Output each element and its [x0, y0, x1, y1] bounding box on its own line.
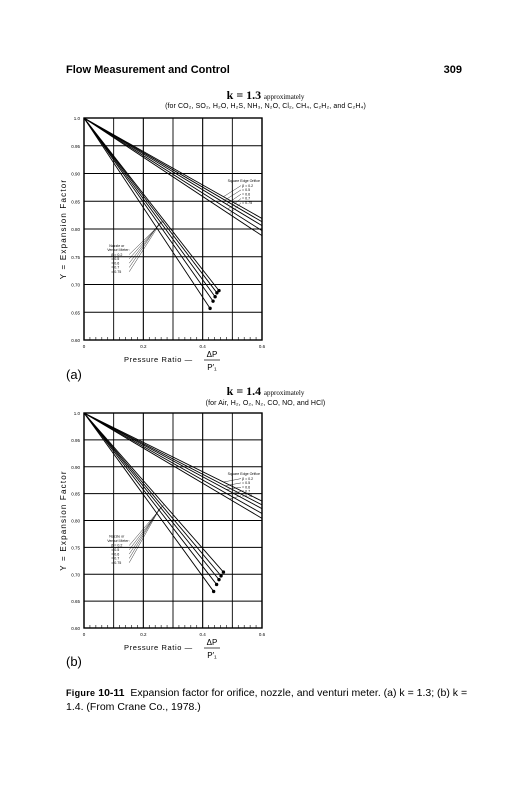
panel-a-y-tick-label: 0.90: [71, 171, 80, 177]
panel-a-k-approx: approximately: [263, 93, 305, 101]
panel-b-nozzle-legend-entry: = 0.7: [111, 556, 120, 561]
panel-a-nozzle-legend-entry: = 0.75: [111, 269, 122, 274]
panel-b-k-approx: approximately: [263, 389, 305, 397]
panel-a-orifice-leader-line: [225, 190, 241, 200]
panel-a-nozzle-end-point: [208, 307, 211, 310]
panel-b-gases: (for Air, H₂, O₂, N₂, CO, NO, and HCl): [205, 400, 326, 407]
panel-b-x-tick-label: 0.2: [140, 632, 147, 637]
panel-b-y-tick-label: 0.85: [71, 491, 80, 497]
panel-a-nozzle-legend-title: Nozzle or: [109, 243, 125, 248]
panel-b-x-tick-label: 0.4: [199, 632, 206, 637]
panel-a-nozzle-end-point: [211, 299, 214, 302]
panel-a-y-tick-label: 0.60: [71, 338, 80, 343]
panel-a-nozzle-legend-title-cont: Venturi Meter:: [107, 248, 130, 253]
panel-a-y-tick-label: 0.85: [71, 199, 80, 205]
panel-a-label: (a): [66, 367, 82, 382]
panel-b-orifice-legend-entry: = 0.5: [242, 481, 251, 486]
running-head: Flow Measurement and Control: [66, 64, 230, 76]
panel-a-y-tick-label: 0.70: [71, 282, 80, 288]
panel-b-nozzle-leader-line: [129, 506, 162, 550]
panel-a-nozzle-leader-line: [129, 220, 164, 254]
panel-b-nozzle-curve: [84, 413, 221, 576]
panel-b-nozzle-end-point: [215, 583, 218, 586]
panel-a-x-tick-label: 0.4: [199, 344, 206, 349]
panel-b-nozzle-curve: [84, 413, 217, 584]
panel-b-x-axis-fraction-den: P′₁: [207, 651, 217, 660]
panel-a-orifice-legend-entry: = 0.5: [242, 188, 251, 193]
panel-b-y-tick-label: 0.70: [71, 572, 80, 578]
panel-b-x-tick-label: 0: [82, 632, 86, 637]
panel-a-x-tick-label: 0.2: [140, 344, 147, 349]
panel-a-y-tick-label: 0.75: [71, 254, 80, 260]
panel-a-nozzle-curve: [84, 118, 215, 297]
panel-b-x-tick-label: 0.6: [258, 632, 266, 637]
page-number: 309: [443, 64, 462, 76]
panel-b-label: (b): [66, 654, 82, 669]
panel-a-orifice-legend-entry: β = 0.2: [242, 183, 254, 188]
panel-a-x-tick-label: 0: [82, 344, 86, 349]
panel-b-nozzle-end-point: [217, 578, 220, 581]
panel-a-x-axis-label: Pressure Ratio —: [124, 355, 193, 364]
panel-a-x-axis-fraction-num: ΔP: [206, 350, 218, 359]
panel-b-nozzle-end-point: [212, 590, 215, 593]
panel-b-y-tick-label: 0.60: [71, 626, 80, 631]
caption-figure-number: 10-11: [98, 687, 125, 699]
panel-b-nozzle-legend-title: Nozzle or: [109, 534, 125, 539]
panel-a-nozzle-legend-entry: = 0.7: [111, 265, 120, 270]
caption-text: Expansion factor for orifice, nozzle, and venturi meter. (a) k = 1.3; (b) k = 1.4. (From Crane Co., 1978.): [66, 687, 468, 713]
panel-a-y-axis-label: Y = Expansion Factor: [59, 178, 68, 280]
panel-a-nozzle-curve: [84, 118, 217, 293]
panel-b-k-value: k = 1.4: [226, 384, 262, 398]
panel-a-nozzle-end-point: [215, 291, 218, 294]
panel-a-nozzle-curve: [84, 118, 210, 308]
panel-b-orifice-legend-entry: β = 0.2: [242, 476, 254, 481]
panel-b-nozzle-end-point: [219, 574, 222, 577]
panel-a-orifice-legend-entry: = 0.6: [242, 192, 251, 197]
panel-b-y-tick-label: 0.95: [71, 437, 80, 443]
panel-b-orifice-legend-entry: = 0.7: [242, 489, 251, 494]
panel-a-orifice-legend-title: Square Edge Orifice: [227, 178, 260, 183]
panel-a-nozzle-end-point: [213, 295, 216, 298]
panel-b-nozzle-legend-entry: = 0.5: [111, 548, 120, 552]
panel-b-y-tick-label: 0.90: [71, 464, 80, 470]
panel-b-y-tick-label: 0.75: [71, 545, 80, 551]
panel-a-gases: (for CO₂, SO₂, H₂O, H₂S, NH₃, N₂O, Cl₂, CH₄, C₂H₂, and C₂H₄): [165, 103, 366, 110]
panel-b-orifice-legend-title: Square Edge Orifice: [227, 471, 260, 476]
panel-b-orifice-legend-entry: = 0.6: [242, 485, 251, 490]
panel-b-x-axis-label: Pressure Ratio —: [124, 643, 193, 652]
panel-b-orifice-legend-entry: = 0.75: [242, 494, 253, 499]
panel-a-k-value: k = 1.3: [226, 88, 262, 102]
panel-b-nozzle-legend-entry: = 0.75: [111, 560, 122, 565]
figure-caption: [66, 686, 476, 714]
panel-a-x-axis-fraction-den: P′₁: [207, 363, 217, 372]
panel-a-orifice-legend-entry: = 0.7: [242, 196, 251, 201]
panel-b-y-tick-label: 1.0: [73, 411, 80, 416]
panel-a-y-tick-label: 0.95: [71, 143, 80, 149]
panel-b-x-axis-fraction-num: ΔP: [206, 638, 218, 647]
caption-figure-word: Figure: [66, 688, 96, 698]
panel-a-nozzle-leader-line: [129, 224, 159, 267]
panel-b-y-tick-label: 0.65: [71, 599, 80, 605]
panel-b-y-tick-label: 0.80: [71, 518, 80, 524]
panel-b-nozzle-legend-entry: β = 0.2: [111, 543, 123, 548]
panel-b-nozzle-curve: [84, 413, 219, 580]
panel-b-nozzle-legend-entry: = 0.6: [111, 552, 120, 557]
panel-a-x-tick-label: 0.6: [258, 344, 266, 349]
panel-a-nozzle-legend-entry: = 0.6: [111, 261, 120, 266]
panel-b-nozzle-leader-line: [129, 510, 159, 559]
panel-b-nozzle-end-point: [222, 570, 225, 573]
panel-a-nozzle-legend-entry: β = 0.2: [111, 252, 123, 257]
panel-a-orifice-legend-entry: = 0.75: [242, 201, 253, 206]
panel-a-nozzle-legend-entry: = 0.5: [111, 257, 120, 262]
panel-a-y-tick-label: 0.80: [71, 227, 80, 232]
panel-b-y-axis-label: Y = Expansion Factor: [59, 470, 68, 571]
panel-a-y-tick-label: 1.0: [73, 116, 80, 121]
panel-b-nozzle-legend-title-cont: Venturi Meter:: [107, 539, 130, 543]
panel-a-y-tick-label: 0.65: [71, 310, 80, 316]
